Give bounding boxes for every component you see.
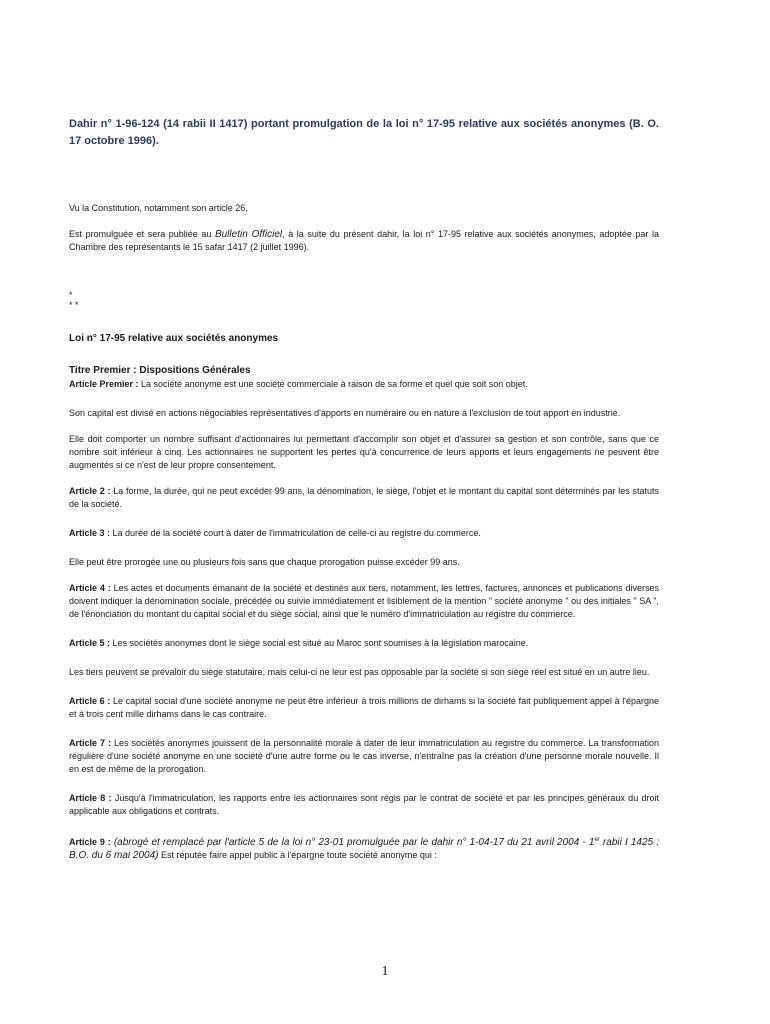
bulletin-officiel-italic: Bulletin Officiel bbox=[214, 229, 283, 240]
article-5-text: Les sociétés anonymes dont le siège social est situé au Maroc sont soumises à la législation marocaine. bbox=[110, 638, 529, 648]
article-4-paragraph bbox=[69, 582, 659, 621]
article-7-paragraph bbox=[69, 737, 659, 776]
article-3-paragraph bbox=[69, 527, 659, 540]
separator-star-line-1: * bbox=[69, 290, 73, 300]
article-7-label: Article 7 : bbox=[69, 738, 111, 748]
promulgation-text-start: Est promulguée et sera publiée au bbox=[69, 229, 215, 239]
article-3-label: Article 3 : bbox=[69, 528, 111, 538]
article-8-text: Jusqu'à l'immatriculation, les rapports entre les actionnaires sont régis par le contrat de société et par les principes généraux du droit applicable aux obligations et contrats. bbox=[69, 793, 659, 816]
document-title: Dahir n° 1-96-124 (14 rabii II 1417) portant promulgation de la loi n° 17-95 relative aux sociétés anonymes (B. O. 17 octobre 1996). bbox=[69, 118, 659, 147]
separator-star-line-2: * * bbox=[69, 300, 79, 310]
article-4-label: Article 4 : bbox=[69, 583, 111, 593]
article-2-paragraph bbox=[69, 485, 659, 511]
article-1-paragraph-3: Elle doit comporter un nombre suffisant d'actionnaires lui permettant d'accomplir son objet et d'assurer sa gestion et son contrôle, sans que ce nombre soit inférieur à cinq. Les actionnaires ne supportent les pertes qu'à concurrence de leurs apports et leurs engagements ne peuvent être augmentés si ce n'est de leur propre consentement. bbox=[69, 434, 659, 470]
article-8-label: Article 8 : bbox=[69, 793, 112, 803]
article-3-text: La durée de la société court à dater de l'immatriculation de celle-ci au registre du commerce. bbox=[110, 528, 481, 538]
preamble-paragraph: Vu la Constitution, notamment son article 26, bbox=[69, 203, 248, 213]
article-6-label: Article 6 : bbox=[69, 696, 111, 706]
article-8-paragraph bbox=[69, 792, 659, 818]
article-6-paragraph bbox=[69, 695, 659, 721]
title-premier-heading: Titre Premier : Dispositions Générales bbox=[69, 365, 251, 376]
article-1-text: La société anonyme est une société commerciale à raison de sa forme et quel que soit son objet. bbox=[138, 379, 528, 389]
article-9-ordinal-superscript: er bbox=[594, 837, 600, 843]
article-9-label: Article 9 : bbox=[69, 837, 111, 847]
article-9-text: Est réputée faire appel public à l'épargne toute société anonyme qui : bbox=[158, 850, 437, 860]
law-heading: Loi n° 17-95 relative aux sociétés anonymes bbox=[69, 333, 279, 344]
article-2-label: Article 2 : bbox=[69, 486, 111, 496]
article-5-paragraph-2: Les tiers peuvent se prévaloir du siège statutaire, mais celui-ci ne leur est pas opposable par la société si son siège réel est situé en un autre lieu. bbox=[69, 667, 650, 677]
promulgation-paragraph bbox=[69, 228, 659, 254]
article-7-text: Les sociétés anonymes jouissent de la personnalité morale à dater de leur immatriculation au registre du commerce. La transformation régulière d'une société anonyme en une société d'une autre forme ou le cas inverse, n'entraîne pas la création d'une personne morale nouvelle. Il en est de même de la prorogation. bbox=[69, 738, 660, 774]
article-1-label: Article Premier : bbox=[69, 379, 139, 389]
article-2-text: La forme, la durée, qui ne peut excéder 99 ans, la dénomination, le siège, l'objet et le montant du capital sont déterminés par les statuts de la société. bbox=[69, 486, 660, 509]
article-9-amendment-note: (abrogé et remplacé par l'article 5 de la loi n° 23-01 promulguée par le dahir n° 1-04-17 du 21 avril 2004 - 1 bbox=[110, 837, 595, 848]
promulgation-text-end: , à la suite du présent dahir, la loi n° 17-95 relative aux sociétés anonymes, adoptée par la Chambre des représentants le 15 safar 1417 (2 juillet 1996). bbox=[69, 229, 659, 252]
article-1-paragraph-2: Son capital est divisé en actions négociables représentatives d'apports en numéraire ou en nature à l'exclusion de tout apport en industrie. bbox=[69, 408, 621, 418]
article-3-paragraph-2: Elle peut être prorogée une ou plusieurs fois sans que chaque prorogation puisse excéder 99 ans. bbox=[69, 557, 460, 567]
article-4-text: Les actes et documents émanant de la société et destinés aux tiers, notamment, les lettres, factures, annonces et publications diverses doivent indiquer la dénomination sociale, précédée ou suivie immédiatement et lisiblement de la mention " société anonyme " ou des initiales " SA ", de l'énonciation du montant du capital social et du siège social, ainsi que le numéro d'immatriculation au registre du commerce. bbox=[69, 583, 659, 619]
document-body bbox=[69, 116, 659, 862]
article-5-label: Article 5 : bbox=[69, 638, 111, 648]
page-number: 1 bbox=[381, 964, 389, 979]
article-1-paragraph bbox=[69, 378, 659, 391]
article-9-amendment-note-end: rabii I 1425 ; B.O. du 6 mai 2004) bbox=[69, 837, 659, 861]
article-6-text: Le capital social d'une société anonyme ne peut être inférieur à trois millions de dirhams si la société fait publiquement appel à l'épargne et à trois cent mille dirhams dans le cas contraire. bbox=[69, 696, 659, 719]
article-5-paragraph bbox=[69, 637, 659, 650]
article-9-paragraph bbox=[69, 834, 659, 862]
